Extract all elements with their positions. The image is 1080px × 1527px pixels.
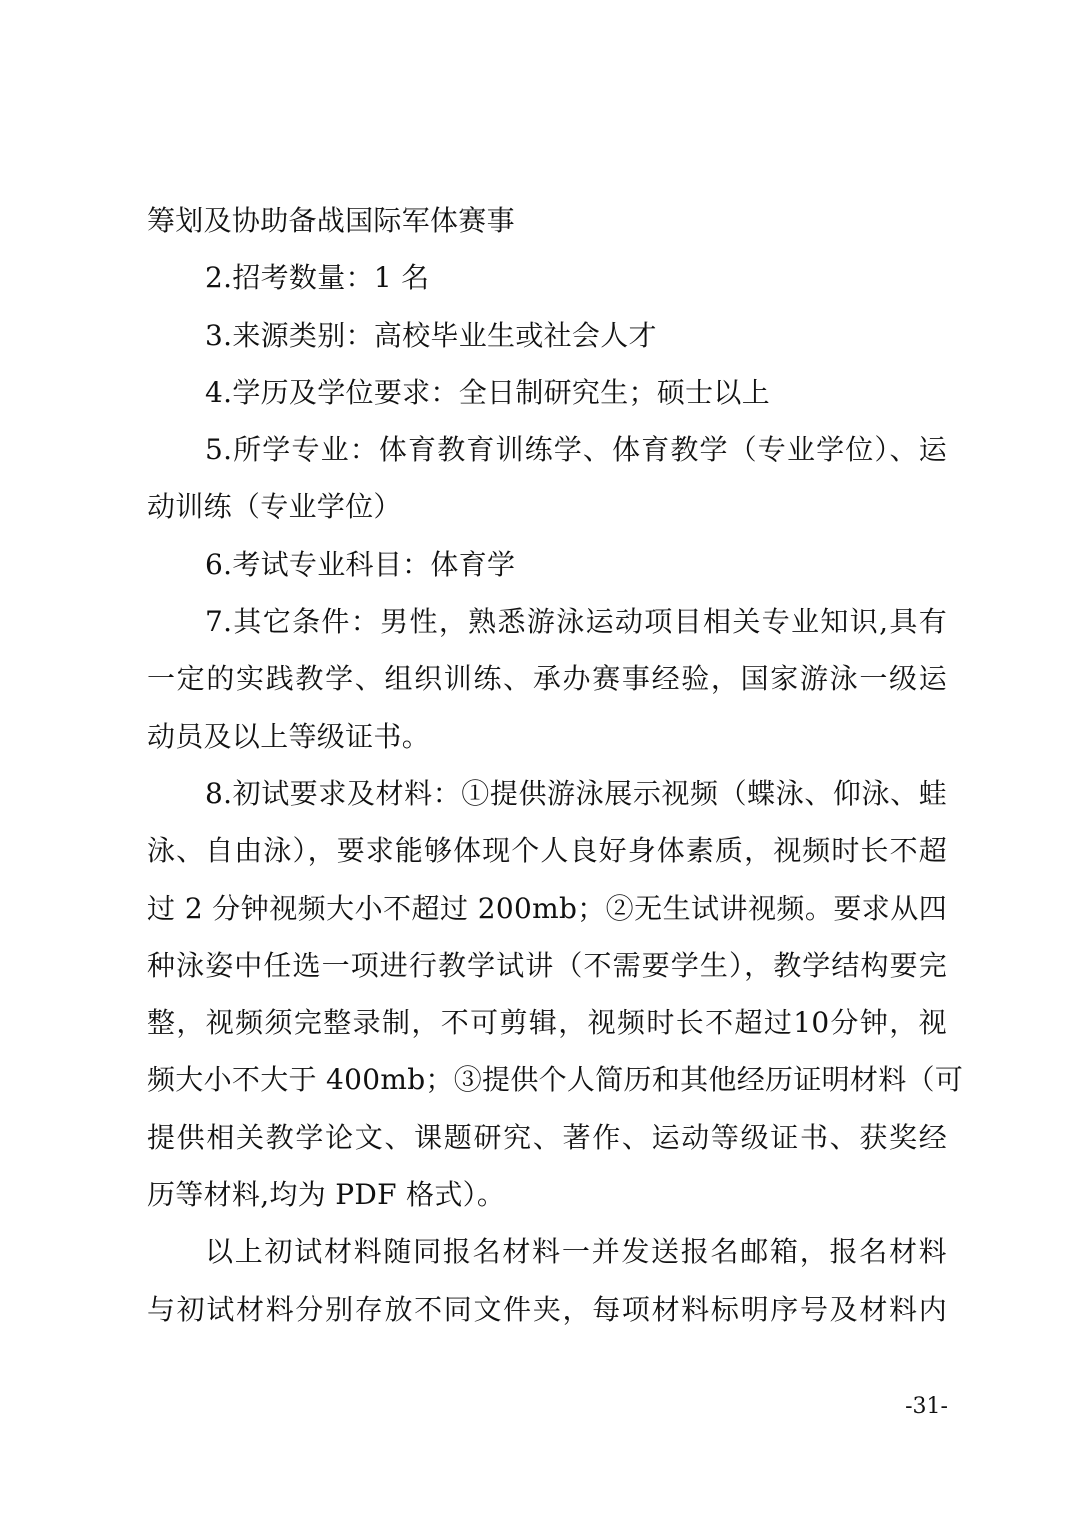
text-line: 3.来源类别：高校毕业生或社会人才: [205, 318, 657, 352]
text-line: 8.初试要求及材料：①提供游泳展示视频（蝶泳、仰泳、蛙: [205, 776, 947, 810]
text-line: 动员及以上等级证书。: [147, 719, 431, 753]
text-line: 一定的实践教学、组织训练、承办赛事经验，国家游泳一级运: [147, 662, 947, 696]
text-line: 筹划及协助备战国际军体赛事: [147, 204, 515, 237]
text-line: 过 2 分钟视频大小不超过 200mb；②无生试讲视频。要求从四: [147, 891, 947, 925]
text-line: 与初试材料分别存放不同文件夹，每项材料标明序号及材料内: [147, 1292, 947, 1326]
text-line: 4.学历及学位要求：全日制研究生；硕士以上: [205, 375, 771, 409]
text-line: 种泳姿中任选一项进行教学试讲（不需要学生），教学结构要完: [147, 948, 947, 982]
text-line: 动训练（专业学位）: [147, 490, 402, 524]
document-body: [147, 192, 964, 1338]
text-line: 以上初试材料随同报名材料一并发送报名邮箱，报名材料: [205, 1235, 947, 1269]
page-number: -31-: [905, 1394, 948, 1419]
text-line: 5.所学专业：体育教育训练学、体育教学（专业学位）、运: [205, 433, 947, 467]
text-line: 频大小不大于 400mb；③提供个人简历和其他经历证明材料（可: [147, 1063, 964, 1097]
text-line: 6.考试专业科目：体育学: [205, 547, 516, 581]
text-line: 历等材料,均为 PDF 格式）。: [147, 1178, 506, 1212]
text-line: 泳、自由泳），要求能够体现个人良好身体素质，视频时长不超: [147, 834, 947, 868]
text-line: 2.招考数量：1 名: [205, 261, 430, 295]
text-line: 提供相关教学论文、课题研究、著作、运动等级证书、获奖经: [147, 1120, 947, 1154]
text-line: 7.其它条件：男性，熟悉游泳运动项目相关专业知识,具有: [205, 605, 947, 639]
text-line: 整，视频须完整录制，不可剪辑，视频时长不超过10分钟，视: [147, 1006, 947, 1040]
